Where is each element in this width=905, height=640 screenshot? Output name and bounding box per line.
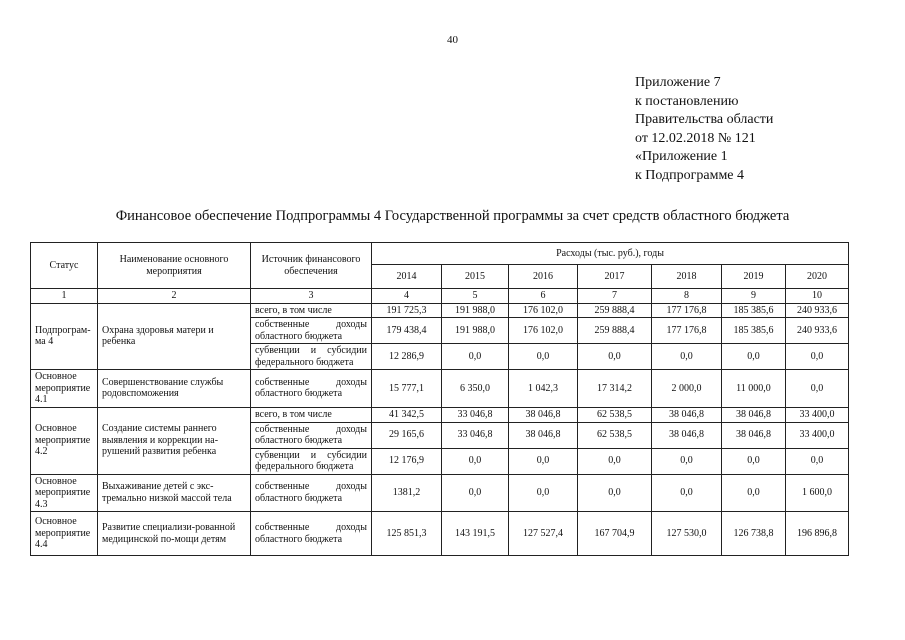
amount-cell: 29 165,6	[372, 422, 442, 448]
column-number: 3	[251, 289, 372, 304]
amount-cell: 38 046,8	[652, 422, 722, 448]
amount-cell: 11 000,0	[722, 370, 786, 408]
column-number: 5	[442, 289, 509, 304]
amount-cell: 38 046,8	[722, 422, 786, 448]
table-header	[31, 243, 849, 304]
header-year: 2015	[442, 265, 509, 289]
column-number: 4	[372, 289, 442, 304]
amount-cell: 38 046,8	[509, 422, 578, 448]
table-row	[31, 474, 849, 512]
amount-cell: 177 176,8	[652, 303, 722, 318]
header-year: 2014	[372, 265, 442, 289]
amount-cell: 0,0	[442, 344, 509, 370]
amount-cell: 41 342,5	[372, 407, 442, 422]
table-row	[31, 512, 849, 556]
header-year: 2016	[509, 265, 578, 289]
amount-cell: 0,0	[786, 370, 849, 408]
status-cell: Основное мероприятие 4.3	[31, 474, 98, 512]
page-number: 40	[447, 34, 458, 46]
amount-cell: 62 538,5	[578, 422, 652, 448]
amount-cell: 0,0	[509, 474, 578, 512]
amount-cell: 0,0	[652, 474, 722, 512]
status-cell: Основное мероприятие 4.1	[31, 370, 98, 408]
amount-cell: 17 314,2	[578, 370, 652, 408]
amount-cell: 0,0	[652, 344, 722, 370]
amount-cell: 38 046,8	[722, 407, 786, 422]
amount-cell: 0,0	[786, 448, 849, 474]
funding-source-cell: всего, в том числе	[251, 303, 372, 318]
funding-source-cell: собственные доходы областного бюджета	[251, 370, 372, 408]
amount-cell: 125 851,3	[372, 512, 442, 556]
amount-cell: 33 400,0	[786, 422, 849, 448]
activity-name-cell: Охрана здоровья матери и ребенка	[98, 303, 251, 370]
appendix-line: Приложение 7	[635, 75, 721, 90]
amount-cell: 38 046,8	[652, 407, 722, 422]
amount-cell: 191 725,3	[372, 303, 442, 318]
amount-cell: 259 888,4	[578, 303, 652, 318]
header-year: 2019	[722, 265, 786, 289]
header-year: 2018	[652, 265, 722, 289]
activity-name-cell: Совершенствование службы родовспоможения	[98, 370, 251, 408]
table-body	[31, 303, 849, 556]
amount-cell: 2 000,0	[652, 370, 722, 408]
amount-cell: 0,0	[786, 344, 849, 370]
appendix-block	[635, 74, 773, 185]
amount-cell: 12 286,9	[372, 344, 442, 370]
amount-cell: 177 176,8	[652, 318, 722, 344]
amount-cell: 167 704,9	[578, 512, 652, 556]
amount-cell: 33 046,8	[442, 407, 509, 422]
appendix-line: к Подпрограмме 4	[635, 167, 745, 183]
funding-source-cell: собственные доходы областного бюджета	[251, 512, 372, 556]
amount-cell: 38 046,8	[509, 407, 578, 422]
amount-cell: 15 777,1	[372, 370, 442, 408]
column-number: 9	[722, 289, 786, 304]
status-cell: Основное мероприятие 4.4	[31, 512, 98, 556]
amount-cell: 1381,2	[372, 474, 442, 512]
activity-name-cell: Развитие специализи-рованной медицинской по-мощи детям	[98, 512, 251, 556]
amount-cell: 240 933,6	[786, 318, 849, 344]
amount-cell: 176 102,0	[509, 318, 578, 344]
amount-cell: 0,0	[652, 448, 722, 474]
amount-cell: 0,0	[722, 344, 786, 370]
funding-source-cell: собственные доходы областного бюджета	[251, 474, 372, 512]
column-number: 1	[31, 289, 98, 304]
header-status: Статус	[31, 243, 98, 289]
amount-cell: 240 933,6	[786, 303, 849, 318]
amount-cell: 62 538,5	[578, 407, 652, 422]
amount-cell: 0,0	[509, 448, 578, 474]
amount-cell: 0,0	[442, 474, 509, 512]
column-number: 10	[786, 289, 849, 304]
header-year: 2017	[578, 265, 652, 289]
header-expenses: Расходы (тыс. руб.), годы	[372, 243, 849, 265]
amount-cell: 0,0	[442, 448, 509, 474]
column-number: 6	[509, 289, 578, 304]
amount-cell: 6 350,0	[442, 370, 509, 408]
funding-source-cell: всего, в том числе	[251, 407, 372, 422]
appendix-line: Правительства области	[635, 112, 774, 127]
amount-cell: 143 191,5	[442, 512, 509, 556]
header-name: Наименование основного мероприятия	[98, 243, 251, 289]
amount-cell: 127 527,4	[509, 512, 578, 556]
financing-table	[30, 242, 849, 556]
table-row	[31, 370, 849, 408]
amount-cell: 126 738,8	[722, 512, 786, 556]
column-number: 8	[652, 289, 722, 304]
amount-cell: 0,0	[578, 474, 652, 512]
document-title: Финансовое обеспечение Подпрограммы 4 Государственной программы за счет средств областного бюджета	[115, 208, 790, 224]
appendix-line: от 12.02.2018 № 121	[635, 130, 756, 146]
column-number: 2	[98, 289, 251, 304]
amount-cell: 185 385,6	[722, 318, 786, 344]
funding-source-cell: собственные доходы областного бюджета	[251, 318, 372, 344]
funding-source-cell: субвенции и субсидии федерального бюджета	[251, 344, 372, 370]
amount-cell: 259 888,4	[578, 318, 652, 344]
table-row	[31, 303, 849, 318]
amount-cell: 127 530,0	[652, 512, 722, 556]
funding-source-cell: собственные доходы областного бюджета	[251, 422, 372, 448]
amount-cell: 191 988,0	[442, 318, 509, 344]
column-number: 7	[578, 289, 652, 304]
amount-cell: 176 102,0	[509, 303, 578, 318]
appendix-line: «Приложение 1	[635, 149, 728, 164]
amount-cell: 12 176,9	[372, 448, 442, 474]
table-row	[31, 407, 849, 422]
amount-cell: 179 438,4	[372, 318, 442, 344]
amount-cell: 185 385,6	[722, 303, 786, 318]
status-cell: Основное мероприятие 4.2	[31, 407, 98, 474]
amount-cell: 0,0	[722, 474, 786, 512]
amount-cell: 33 046,8	[442, 422, 509, 448]
amount-cell: 196 896,8	[786, 512, 849, 556]
activity-name-cell: Выхаживание детей с экс-тремально низкой массой тела	[98, 474, 251, 512]
amount-cell: 0,0	[509, 344, 578, 370]
amount-cell: 0,0	[722, 448, 786, 474]
appendix-line: к постановлению	[635, 93, 739, 109]
amount-cell: 0,0	[578, 448, 652, 474]
amount-cell: 1 600,0	[786, 474, 849, 512]
amount-cell: 33 400,0	[786, 407, 849, 422]
status-cell: Подпрограм-ма 4	[31, 303, 98, 370]
header-source: Источник финансового обеспечения	[251, 243, 372, 289]
header-year: 2020	[786, 265, 849, 289]
funding-source-cell: субвенции и субсидии федерального бюджета	[251, 448, 372, 474]
column-numbers-row	[31, 289, 849, 304]
amount-cell: 0,0	[578, 344, 652, 370]
amount-cell: 191 988,0	[442, 303, 509, 318]
amount-cell: 1 042,3	[509, 370, 578, 408]
activity-name-cell: Создание системы раннего выявления и коррекции на-рушений развития ребенка	[98, 407, 251, 474]
